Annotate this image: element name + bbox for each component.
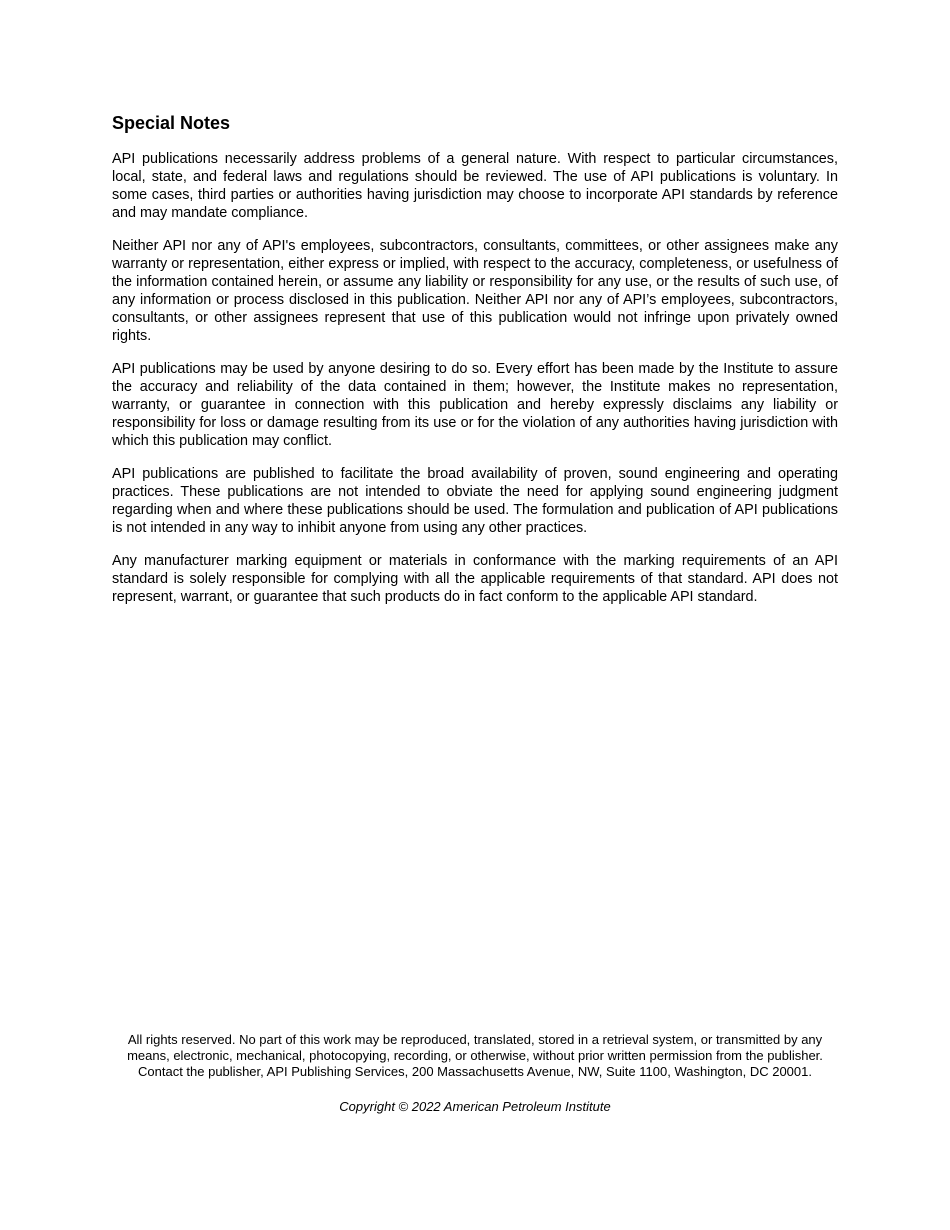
paragraph-manufacturer-marking: Any manufacturer marking equipment or materials in conformance with the marking requirements of an API standard is solely responsible for complying with all the applicable requirements of that standard. API does not represent, warrant, or guarantee that such products do in fact conform to the applicable API standard. <box>112 553 838 605</box>
section-title: Special Notes <box>112 113 231 133</box>
paragraph-usage-liability: API publications may be used by anyone desiring to do so. Every effort has been made by the Institute to assure the accuracy and reliability of the data contained in them; however, the Institute makes no representation, warranty, or guarantee in connection with this publication and hereby expressly disclaims any liability or responsibility for loss or damage resulting from its use or for the violation of any authorities having jurisdiction with which this publication may conflict. <box>112 361 838 449</box>
special-notes-section <box>112 111 838 621</box>
page-footer <box>100 1032 850 1115</box>
rights-line: means, electronic, mechanical, photocopying, recording, or otherwise, without prior written permission from the publisher. <box>127 1048 823 1063</box>
paragraph-general-nature: API publications necessarily address problems of a general nature. With respect to particular circumstances, local, state, and federal laws and regulations should be reviewed. The use of API publications is voluntary. In some cases, third parties or authorities having jurisdiction may choose to incorporate API standards by reference and may mandate compliance. <box>112 151 838 221</box>
paragraph-engineering-practices: API publications are published to facilitate the broad availability of proven, sound engineering and operating practices. These publications are not intended to obviate the need for applying sound engineering judgment regarding when and where these publications should be used. The formulation and publication of API publications is not intended in any way to inhibit anyone from using any other practices. <box>112 466 838 536</box>
copyright-notice: Copyright © 2022 American Petroleum Institute <box>339 1099 611 1114</box>
rights-notice <box>100 1032 850 1080</box>
rights-line: All rights reserved. No part of this work may be reproduced, translated, stored in a retrieval system, or transmitted by any <box>127 1032 823 1047</box>
rights-line: Contact the publisher, API Publishing Services, 200 Massachusetts Avenue, NW, Suite 1100, Washington, DC 20001. <box>138 1064 812 1079</box>
paragraph-warranty-disclaimer: Neither API nor any of API's employees, subcontractors, consultants, committees, or other assignees make any warranty or representation, either express or implied, with respect to the accuracy, completeness, or usefulness of the information contained herein, or assume any liability or responsibility for any use, or the results of such use, of any information or process disclosed in this publication. Neither API nor any of API’s employees, subcontractors, consultants, or other assignees represent that use of this publication would not infringe upon privately owned rights. <box>112 238 838 344</box>
